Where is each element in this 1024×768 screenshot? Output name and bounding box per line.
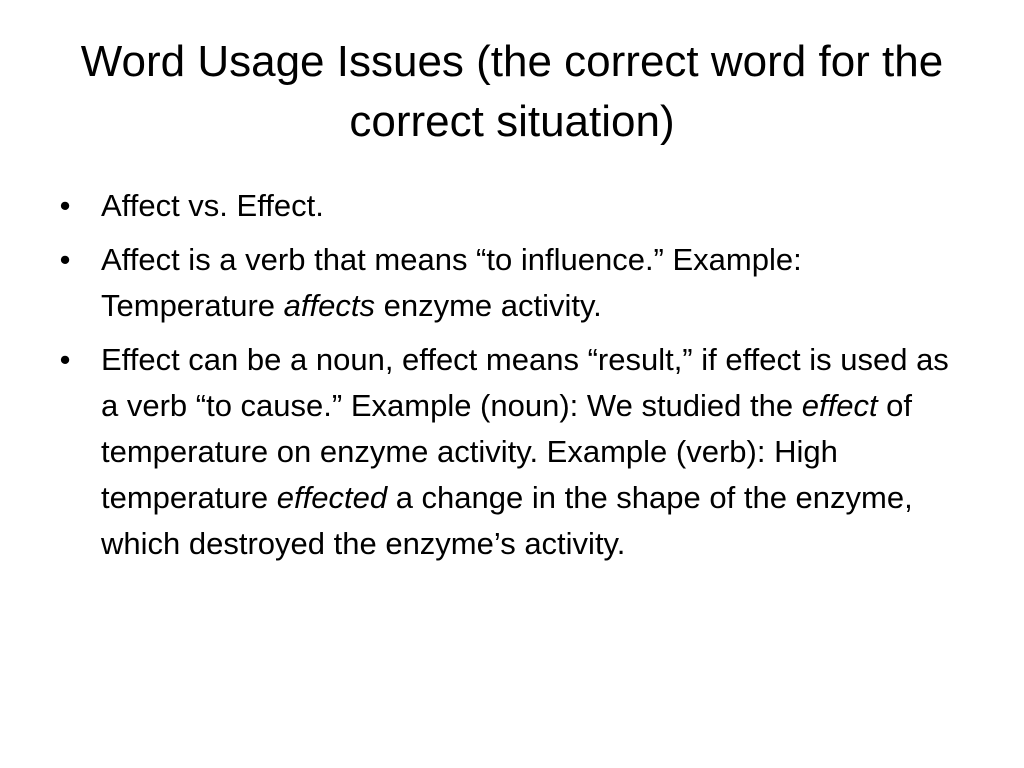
slide-title: Word Usage Issues (the correct word for the correct situation) [80,37,944,146]
emphasized-word: effect [801,388,878,423]
bullet-list [55,183,955,575]
bullet-item [55,337,955,567]
bullet-dot-icon: • [59,342,71,377]
bullet-text-segment: enzyme activity. [374,288,602,323]
bullet-item [55,183,955,229]
bullet-text-segment: of temperature on enzyme activity. Example (verb): High temperature [101,388,913,515]
emphasized-word: effected [276,480,388,515]
bullet-text-segment: Affect is a verb that means “to influence.” Example: Temperature [101,242,802,323]
bullet-item [55,237,955,329]
bullet-text-segment: Effect can be a noun, effect means “result,” if effect is used as a verb “to cause.” Example (noun): We studied the [101,342,949,423]
bullet-dot-icon: • [59,188,71,223]
bullet-dot-icon: • [59,242,71,277]
bullet-text [101,242,802,323]
bullet-text-segment: Affect vs. Effect. [101,188,324,223]
bullet-text-segment: a change in the shape of the enzyme, which destroyed the enzyme’s activity. [101,480,913,561]
bullet-text [101,188,324,223]
bullet-text [101,342,949,561]
emphasized-word: affects [283,288,375,323]
